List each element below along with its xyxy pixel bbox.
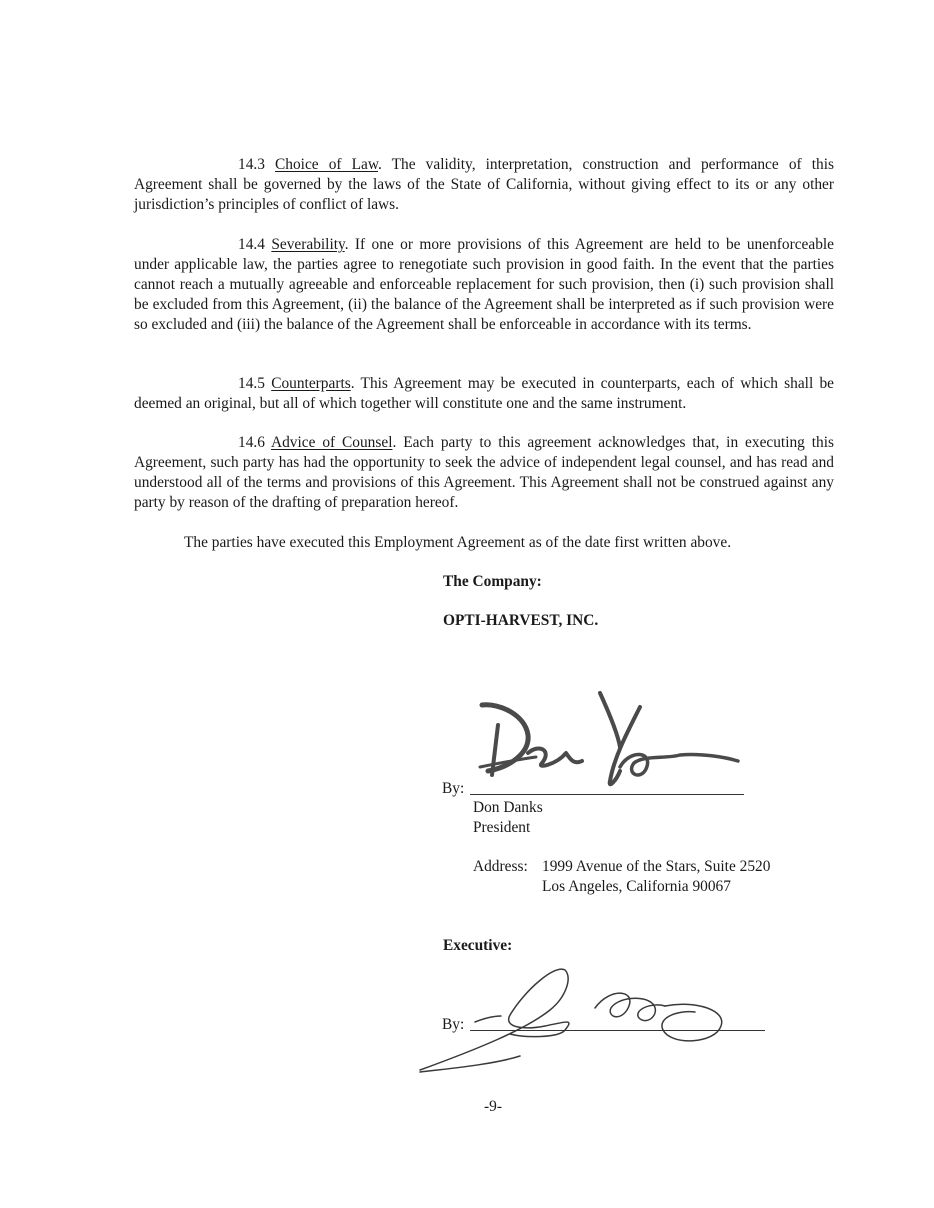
section-14-4 — [134, 235, 834, 335]
executive-label: Executive: — [443, 937, 513, 954]
company-signature-image — [470, 685, 750, 795]
executive-by-label: By: — [442, 1016, 465, 1033]
section-14-6 — [134, 433, 834, 513]
company-name: OPTI-HARVEST, INC. — [443, 612, 599, 629]
page-number: -9- — [484, 1098, 502, 1115]
section-number: 14.3 — [238, 156, 265, 173]
section-heading: Advice of Counsel — [270, 434, 393, 451]
section-heading: Severability — [271, 236, 345, 253]
section-number: 14.4 — [238, 236, 265, 253]
section-14-5 — [134, 374, 834, 414]
section-heading: Counterparts — [271, 375, 351, 392]
address-line-2: Los Angeles, California 90067 — [542, 878, 731, 895]
section-text: . Each party to this agreement acknowledges that, in executing this Agreement, such party has had the opportunity to seek the advice of independent legal counsel, and has read and understood all of the terms and provisions of this Agreement. This Agreement shall not be construed against any party by reason of the drafting of preparation hereof. — [134, 434, 834, 511]
section-14-3 — [134, 155, 834, 215]
section-text: . If one or more provisions of this Agreement are held to be unenforceable under applicable law, the parties agree to renegotiate such provision in good faith. In the event that the parties cannot reach a mutually agreeable and enforceable replacement for such provision, then (i) such provision shall be excluded from this Agreement, (ii) the balance of the Agreement shall be interpreted as if such provision were so excluded and (iii) the balance of the Agreement shall be enforceable in accordance with its terms. — [134, 236, 835, 333]
section-text: . This Agreement may be executed in counterparts, each of which shall be deemed an original, but all of which together will constitute one and the same instrument. — [134, 375, 835, 412]
section-heading: Choice of Law — [275, 156, 378, 173]
signer-title: President — [473, 819, 531, 836]
section-number: 14.5 — [238, 375, 265, 392]
executive-signature-line — [470, 1030, 765, 1031]
section-text: . The validity, interpretation, construction and performance of this Agreement shall be governed by the laws of the State of California, without giving effect to its or any other jurisdiction’s principles of conflict of laws. — [134, 156, 834, 213]
company-signature-line — [470, 794, 744, 795]
signer-name: Don Danks — [473, 799, 543, 816]
closing-statement: The parties have executed this Employment Agreement as of the date first written above. — [184, 534, 732, 551]
section-number: 14.6 — [238, 434, 265, 451]
company-label: The Company: — [443, 573, 542, 590]
address-line-1: 1999 Avenue of the Stars, Suite 2520 — [542, 858, 771, 875]
address-label: Address: — [473, 858, 528, 875]
company-by-label: By: — [442, 780, 465, 797]
